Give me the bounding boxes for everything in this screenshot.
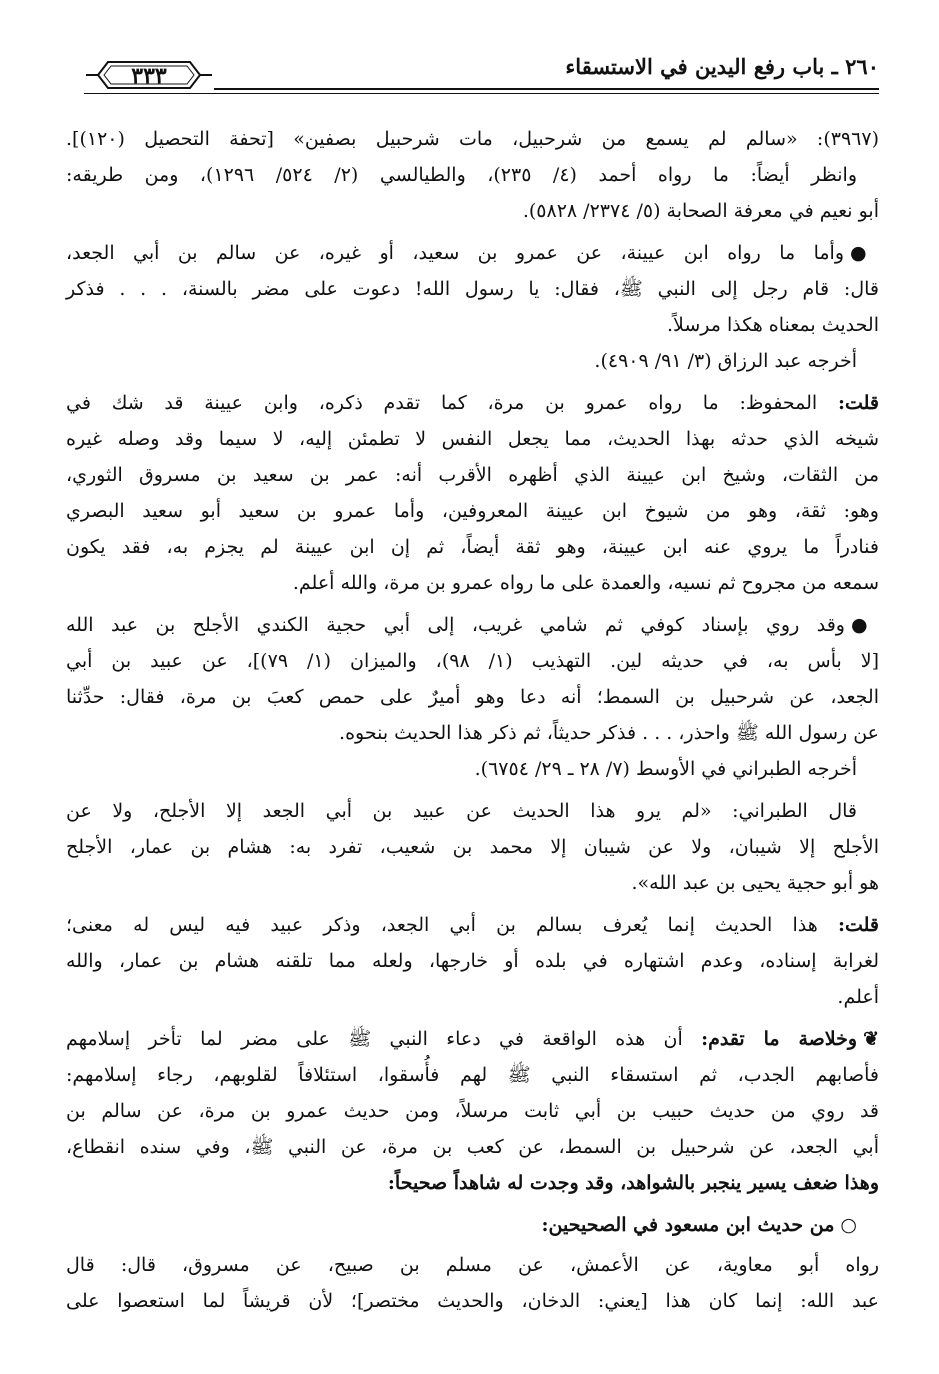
text-line: أعلم. [837,986,879,1008]
bullet-icon: ● [850,242,879,264]
text-line: أبو نعيم في معرفة الصحابة (٥/ ٢٣٧٤/ ٥٨٢٨). [522,200,879,222]
text-line: قال: قام رجل إلى النبي ﷺ، فقال: يا رسول الله! دعوت على مضر بالسنة، . . . فذكر [66,278,879,300]
paragraph-line: قلت: المحفوظ: ما رواه عمرو بن مرة، كما تقدم ذكره، وابن عيينة قد شك في [66,392,879,414]
text-line: هو أبو حجية يحيى بن عبد الله». [631,872,879,894]
text-line: وهو: ثقة، وهو من شيوخ ابن عيينة المعروفين، وأما عمرو بن سعيد أبو سعيد البصري [66,500,879,522]
text-line: فنادراً ما يروي عنه ابن عيينة، وهو ثقة أيضاً، ثم إن ابن عيينة لم يجزم به، فقد يكون [66,536,879,558]
text-line: قال الطبراني: «لم يرو هذا الحديث عن عبيد بن أبي الجعد إلا الأجلح، ولا عن [66,800,857,822]
text-line: أخرجه الطبراني في الأوسط (٧/ ٢٨ ـ ٢٩/ ٦٧٥٤). [474,758,857,780]
text-line: من الثقات، وشيخ ابن عيينة الذي أظهره الأقرب أنه: عمر بن سعيد بن مسروق الثوري، [66,464,879,486]
text-line: الأجلح إلا شيبان، ولا عن شيبان إلا محمد بن شعيب، تفرد به: هشام بن عمار، الأجلح [66,836,879,858]
text-line: رواه أبو معاوية، عن الأعمش، عن مسلم بن صبيح، عن مسروق، قال: قال [66,1254,879,1276]
paragraph-line: قلت: هذا الحديث إنما يُعرف بسالم بن أبي الجعد، وذكر عبيد فيه ليس له معنى؛ [66,914,879,936]
text-line: سمعه من مجروح ثم نسيه، والعمدة على ما رواه عمرو بن مرة، والله أعلم. [292,572,879,594]
paragraph-line: ●وقد روي بإسناد كوفي ثم شامي غريب، إلى أبي حجية الكندي الأجلح بن عبد الله [66,614,879,636]
qult-label: قلت: [837,914,879,936]
page-header [84,50,879,98]
page-number: ٣٣٣ [131,63,167,89]
leaf-bullet-icon: ❦ [863,1028,879,1050]
text-line: لغرابة إسناده، وعدم اشتهاره في بلده أو خارجها، ولعله مما تلقنه هشام بن عمار، والله [66,950,879,972]
text-line: أبي الجعد، عن شرحبيل بن السمط، عن كعب بن مرة، عن النبي ﷺ، وفي سنده انقطاع، [66,1136,879,1158]
text-line: عن رسول الله ﷺ واحذر، . . . فذكر حديثاً، ثم ذكر هذا الحديث بنحوه. [339,722,879,744]
subheading: ○من حديث ابن مسعود في الصحيحين: [541,1214,857,1236]
text-line: الجعد، عن شرحبيل بن السمط؛ أنه دعا وهو أميرٌ على حمص كعبَ بن مرة، فقال: حدِّثنا [66,686,879,708]
qult-label: قلت: [837,392,879,414]
text-line: قد روي من حديث حبيب بن أبي ثابت مرسلاً، ومن حديث عمرو بن مرة، عن سالم بن [66,1100,879,1122]
text-line: أخرجه عبد الرزاق (٣/ ٩١/ ٤٩٠٩). [594,350,857,372]
text-line: عبد الله: إنما كان هذا [يعني: الدخان، والحديث مختصر]؛ لأن قريشاً لما استعصوا على [66,1290,879,1312]
text-line: الحديث بمعناه هكذا مرسلاً. [666,314,879,336]
bullet-icon: ● [850,614,879,636]
text-line: وانظر أيضاً: ما رواه أحمد (٤/ ٢٣٥)، والطيالسي (٢/ ٥٢٤/ ١٢٩٦)، ومن طريقه: [66,164,857,186]
circle-bullet-icon: ○ [840,1214,857,1236]
text-line: [لا بأس به، في حديثه لين. التهذيب (١/ ٩٨)، والميزان (١/ ٧٩)]، عن عبيد بن أبي [66,650,879,672]
page-number-ornament [84,58,214,92]
chapter-title: ٢٦٠ ـ باب رفع اليدين في الاستسقاء [565,54,879,79]
summary-label: وخلاصة ما تقدم: [701,1028,858,1050]
text-line: وهذا ضعف يسير ينجبر بالشواهد، وقد وجدت له شاهداً صحيحاً: [387,1172,879,1194]
text-line: فأصابهم الجدب، ثم استسقاء النبي ﷺ لهم فأُسقوا، استئلافاً لقلوبهم، رجاء إسلامهم: [66,1064,879,1086]
paragraph-line: ❦وخلاصة ما تقدم: أن هذه الواقعة في دعاء النبي ﷺ على مضر لما تأخر إسلامهم [66,1028,879,1050]
header-rule-thin [84,93,879,94]
paragraph-line: ●وأما ما رواه ابن عيينة، عن عمرو بن سعيد، أو غيره، عن سالم بن أبي الجعد، [66,242,879,264]
text-line: شيخه الذي حدثه بهذا الحديث، مما يجعل النفس لا تطمئن إليه، لا سيما وقد وصله غيره [66,428,879,450]
text-line: (٣٩٦٧): «سالم لم يسمع من شرحبيل، مات شرحبيل بصفين» [تحفة التحصيل (١٢٠)]. [66,128,879,150]
